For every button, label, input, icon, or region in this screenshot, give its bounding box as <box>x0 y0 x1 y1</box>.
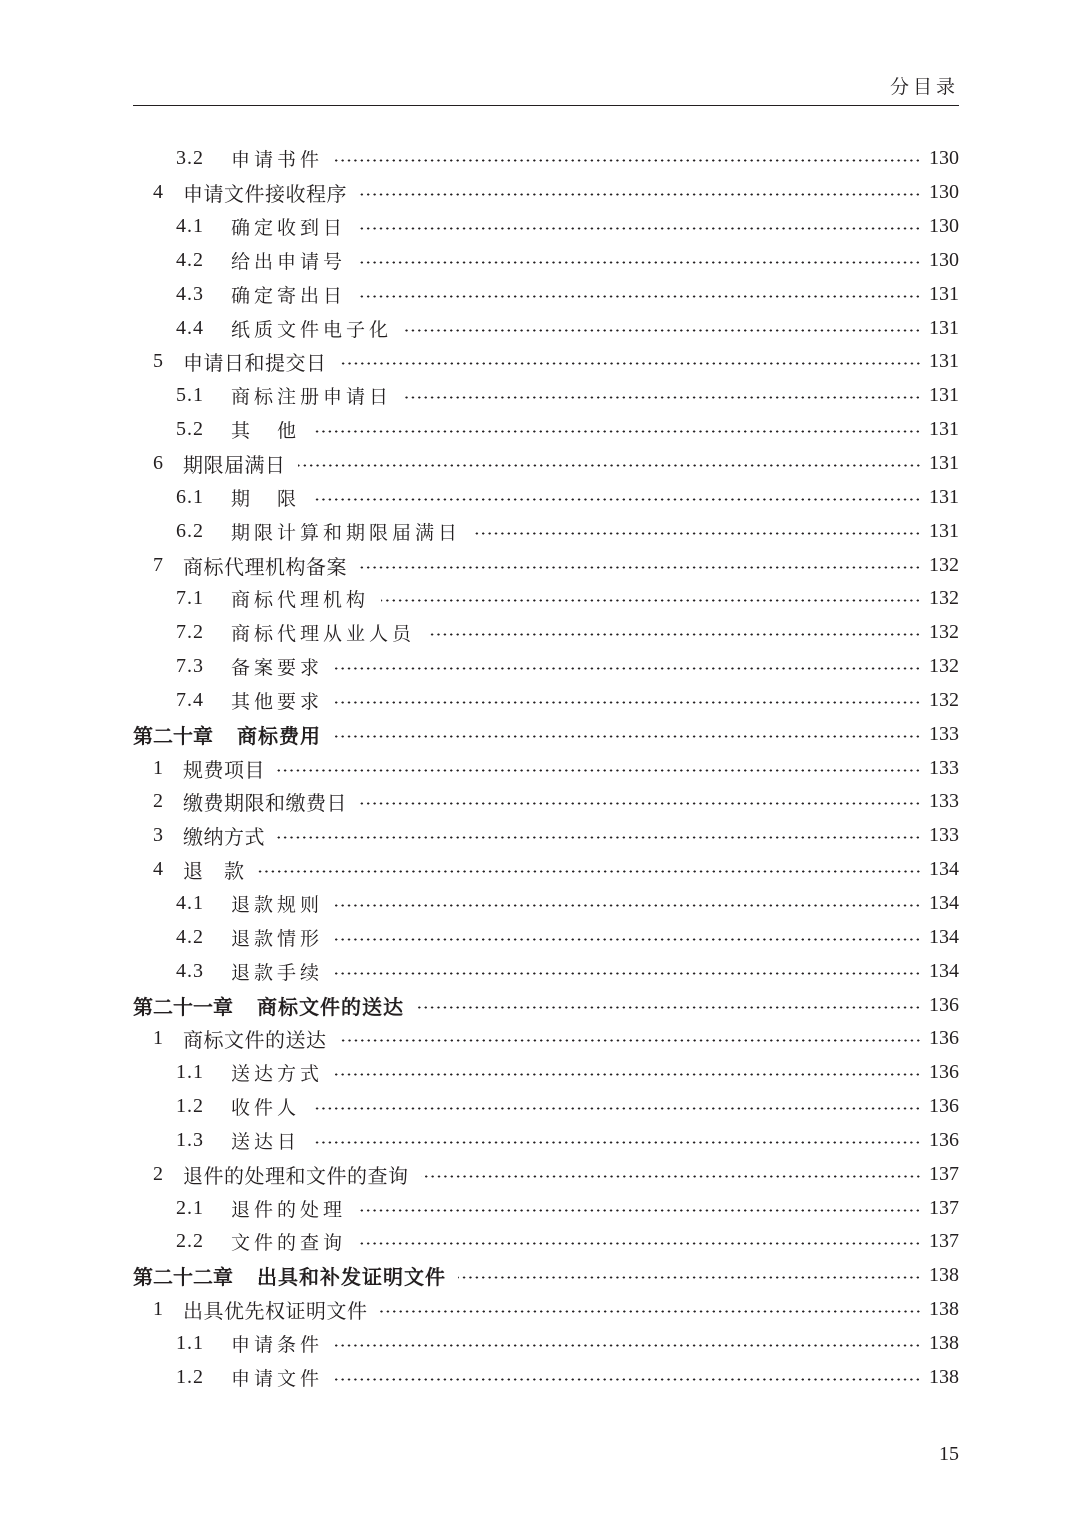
toc-entry-number: 1.3 <box>176 1128 204 1151</box>
toc-entry-title: 退款手续 <box>231 961 324 984</box>
toc-entry[interactable] <box>133 751 959 785</box>
toc-entry[interactable] <box>133 616 959 650</box>
toc-entry-number: 2.1 <box>176 1196 204 1219</box>
dot-leader <box>473 532 921 535</box>
toc-entry-number: 7.3 <box>176 655 204 678</box>
toc-entry-title: 缴纳方式 <box>183 825 265 850</box>
toc-entry-page: 132 <box>929 553 959 576</box>
toc-entry-title: 退 款 <box>183 859 245 884</box>
toc-entry-number: 第二十二章 <box>133 1265 233 1290</box>
toc-entry-number: 7.1 <box>176 587 204 610</box>
toc-entry-number: 1.1 <box>176 1331 204 1354</box>
toc-chapter-entry[interactable] <box>133 988 959 1022</box>
page-number: 15 <box>939 1443 959 1465</box>
toc-entry-page: 136 <box>929 1095 959 1118</box>
toc-entry-page: 130 <box>929 248 959 271</box>
toc-entry-page: 131 <box>929 519 959 542</box>
toc-entry-page: 136 <box>929 993 959 1016</box>
dot-leader <box>380 1310 922 1313</box>
toc-entry-title: 给出申请号 <box>231 250 347 273</box>
toc-entry-page: 133 <box>929 756 959 779</box>
toc-entry-title: 确定寄出日 <box>231 284 347 307</box>
toc-entry-number: 3.2 <box>176 147 204 170</box>
dot-leader <box>335 1344 921 1347</box>
dot-leader <box>298 464 922 467</box>
dot-leader <box>335 159 921 162</box>
toc-entry-number: 2 <box>153 1162 163 1185</box>
toc-entry-page: 133 <box>929 722 959 745</box>
toc-entry-number: 6.1 <box>176 485 204 508</box>
toc-entry-title: 纸质文件电子化 <box>231 318 393 341</box>
toc-entry[interactable] <box>133 684 959 718</box>
dot-leader <box>359 802 921 805</box>
toc-entry-title: 退件的处理和文件的查询 <box>183 1163 409 1188</box>
dot-leader <box>335 938 921 941</box>
toc-entry-page: 130 <box>929 181 959 204</box>
toc-entry-page: 138 <box>929 1298 959 1321</box>
toc-entry-number: 1.2 <box>176 1365 204 1388</box>
dot-leader <box>277 769 921 772</box>
dot-leader <box>358 227 921 230</box>
toc-entry-page: 132 <box>929 621 959 644</box>
toc-entry[interactable] <box>133 1022 959 1056</box>
toc-entry[interactable] <box>133 1191 959 1225</box>
toc-entry-number: 4.4 <box>176 316 204 339</box>
toc-entry[interactable] <box>133 176 959 210</box>
toc-entry[interactable] <box>133 548 959 582</box>
dot-leader <box>359 193 921 196</box>
toc-entry-number: 4 <box>153 181 163 204</box>
toc-entry-number: 7 <box>153 553 163 576</box>
toc-entry-number: 4 <box>153 858 163 881</box>
toc-entry[interactable] <box>133 1123 959 1157</box>
toc-entry-title: 退件的处理 <box>231 1198 347 1221</box>
dot-leader <box>257 870 922 873</box>
toc-entry[interactable] <box>133 244 959 278</box>
toc-entry[interactable] <box>133 1327 959 1361</box>
dot-leader <box>312 430 921 433</box>
toc-entry-page: 130 <box>929 147 959 170</box>
dot-leader <box>359 566 921 569</box>
toc-entry-number: 6.2 <box>176 519 204 542</box>
toc-entry-title: 文件的查询 <box>231 1232 347 1255</box>
toc-entry[interactable] <box>133 954 959 988</box>
toc-entry[interactable] <box>133 920 959 954</box>
toc-entry-page: 132 <box>929 655 959 678</box>
dot-leader <box>358 261 921 264</box>
toc-entry-number: 6 <box>153 452 163 475</box>
toc-entry[interactable] <box>133 853 959 887</box>
toc-entry-page: 134 <box>929 858 959 881</box>
toc-entry-number: 4.2 <box>176 248 204 271</box>
toc-chapter-entry[interactable] <box>133 717 959 751</box>
toc-entry-number: 1 <box>153 756 163 779</box>
dot-leader <box>312 1107 921 1110</box>
toc-entry-title: 期限届满日 <box>183 453 286 478</box>
toc-entry-title: 申请文件 <box>231 1367 324 1390</box>
toc-entry-page: 136 <box>929 1061 959 1084</box>
toc-entry-title: 退款情形 <box>231 927 324 950</box>
toc-entry-page: 132 <box>929 688 959 711</box>
toc-chapter-entry[interactable] <box>133 1259 959 1293</box>
toc-entry-page: 134 <box>929 925 959 948</box>
toc-entry-title: 退款规则 <box>231 893 324 916</box>
dot-leader <box>335 667 921 670</box>
toc-entry[interactable] <box>133 480 959 514</box>
toc-entry-title: 商标注册申请日 <box>231 386 393 409</box>
toc-entry-title: 规费项目 <box>183 757 265 782</box>
dot-leader <box>335 904 921 907</box>
toc-entry[interactable] <box>133 277 959 311</box>
toc-entry-number: 4.3 <box>176 282 204 305</box>
toc-entry-number: 5 <box>153 350 163 373</box>
toc-entry-page: 134 <box>929 891 959 914</box>
toc-entry-title: 备案要求 <box>231 657 324 680</box>
dot-leader <box>358 1242 921 1245</box>
dot-leader <box>333 735 921 738</box>
toc-entry[interactable] <box>133 1225 959 1259</box>
toc-entry-number: 1.1 <box>176 1061 204 1084</box>
toc-entry-title: 申请文件接收程序 <box>183 182 347 207</box>
toc-entry[interactable] <box>133 1090 959 1124</box>
toc-entry-number: 4.3 <box>176 959 204 982</box>
toc-entry-title: 商标文件的送达 <box>183 1028 327 1053</box>
toc-entry[interactable] <box>133 447 959 481</box>
toc-entry[interactable] <box>133 1157 959 1191</box>
toc-entry-title: 其 他 <box>231 420 301 443</box>
toc-entry-title: 出具和补发证明文件 <box>257 1265 446 1290</box>
toc-entry[interactable] <box>133 514 959 548</box>
toc-entry[interactable] <box>133 345 959 379</box>
toc-entry-page: 138 <box>929 1365 959 1388</box>
toc-entry-title: 期 限 <box>231 487 301 510</box>
toc-entry[interactable] <box>133 311 959 345</box>
toc-entry-page: 134 <box>929 959 959 982</box>
toc-entry-page: 136 <box>929 1128 959 1151</box>
toc-entry-title: 送达方式 <box>231 1063 324 1086</box>
toc-entry[interactable] <box>133 210 959 244</box>
toc-entry[interactable] <box>133 142 959 176</box>
toc-entry-title: 申请日和提交日 <box>183 351 327 376</box>
toc-entry[interactable] <box>133 379 959 413</box>
toc-entry-page: 137 <box>929 1196 959 1219</box>
toc-entry-number: 4.1 <box>176 215 204 238</box>
toc-entry[interactable] <box>133 650 959 684</box>
toc-entry-number: 7.4 <box>176 688 204 711</box>
toc-entry[interactable] <box>133 1293 959 1327</box>
toc-entry-number: 1 <box>153 1027 163 1050</box>
toc-entry-title: 申请条件 <box>231 1333 324 1356</box>
toc-entry-number: 2 <box>153 790 163 813</box>
dot-leader <box>335 701 921 704</box>
toc-entry[interactable] <box>133 1056 959 1090</box>
toc-entry-number: 5.1 <box>176 384 204 407</box>
dot-leader <box>335 1378 921 1381</box>
dot-leader <box>277 836 921 839</box>
toc-entry-number: 第二十章 <box>133 723 213 748</box>
dot-leader <box>339 1039 922 1042</box>
toc-entry[interactable] <box>133 819 959 853</box>
toc-entry-title: 申请书件 <box>231 149 324 172</box>
toc-entry-page: 131 <box>929 485 959 508</box>
toc-entry-title: 期限计算和期限届满日 <box>231 521 462 544</box>
dot-leader <box>335 972 921 975</box>
toc-entry-number: 7.2 <box>176 621 204 644</box>
toc-entry-number: 5.2 <box>176 418 204 441</box>
toc-entry-title: 商标代理机构 <box>231 589 370 612</box>
header-rule <box>133 105 959 106</box>
dot-leader <box>312 1141 921 1144</box>
toc-entry-number: 3 <box>153 824 163 847</box>
toc-entry-number: 4.2 <box>176 925 204 948</box>
toc-entry-page: 130 <box>929 215 959 238</box>
toc-entry-title: 出具优先权证明文件 <box>183 1299 368 1324</box>
table-of-contents <box>133 142 959 1394</box>
toc-entry-page: 131 <box>929 316 959 339</box>
dot-leader <box>416 1006 921 1009</box>
toc-entry-title: 其他要求 <box>231 690 324 713</box>
toc-entry-title: 收件人 <box>231 1097 301 1120</box>
toc-entry-page: 136 <box>929 1027 959 1050</box>
toc-entry-page: 133 <box>929 824 959 847</box>
dot-leader <box>312 498 921 501</box>
toc-entry[interactable] <box>133 785 959 819</box>
toc-entry[interactable] <box>133 413 959 447</box>
toc-entry-page: 133 <box>929 790 959 813</box>
toc-entry-number: 2.2 <box>176 1230 204 1253</box>
toc-entry-number: 4.1 <box>176 891 204 914</box>
toc-entry-number: 1.2 <box>176 1095 204 1118</box>
dot-leader <box>358 295 921 298</box>
toc-entry-page: 132 <box>929 587 959 610</box>
dot-leader <box>458 1276 921 1279</box>
toc-entry-title: 商标费用 <box>237 723 321 748</box>
toc-entry-number: 1 <box>153 1298 163 1321</box>
toc-entry-number: 第二十一章 <box>133 994 233 1019</box>
toc-entry-title: 送达日 <box>231 1130 301 1153</box>
toc-entry-title: 缴费期限和缴费日 <box>183 791 347 816</box>
dot-leader <box>335 1073 921 1076</box>
dot-leader <box>381 599 921 602</box>
toc-entry-page: 131 <box>929 282 959 305</box>
toc-entry-title: 商标代理机构备案 <box>183 554 347 579</box>
toc-entry-title: 商标代理从业人员 <box>231 623 416 646</box>
dot-leader <box>427 633 921 636</box>
toc-entry[interactable] <box>133 1360 959 1394</box>
toc-entry-page: 131 <box>929 384 959 407</box>
dot-leader <box>404 329 921 332</box>
dot-leader <box>421 1175 922 1178</box>
dot-leader <box>339 362 922 365</box>
dot-leader <box>358 1209 921 1212</box>
toc-entry-page: 137 <box>929 1162 959 1185</box>
toc-entry-page: 131 <box>929 418 959 441</box>
dot-leader <box>404 396 921 399</box>
running-header: 分目录 <box>889 76 959 98</box>
toc-entry-page: 138 <box>929 1264 959 1287</box>
toc-entry-page: 138 <box>929 1331 959 1354</box>
toc-entry[interactable] <box>133 582 959 616</box>
toc-entry-title: 商标文件的送达 <box>257 994 404 1019</box>
toc-entry-page: 131 <box>929 350 959 373</box>
toc-entry-page: 131 <box>929 452 959 475</box>
toc-entry-title: 确定收到日 <box>231 217 347 240</box>
toc-entry-page: 137 <box>929 1230 959 1253</box>
toc-entry[interactable] <box>133 887 959 921</box>
